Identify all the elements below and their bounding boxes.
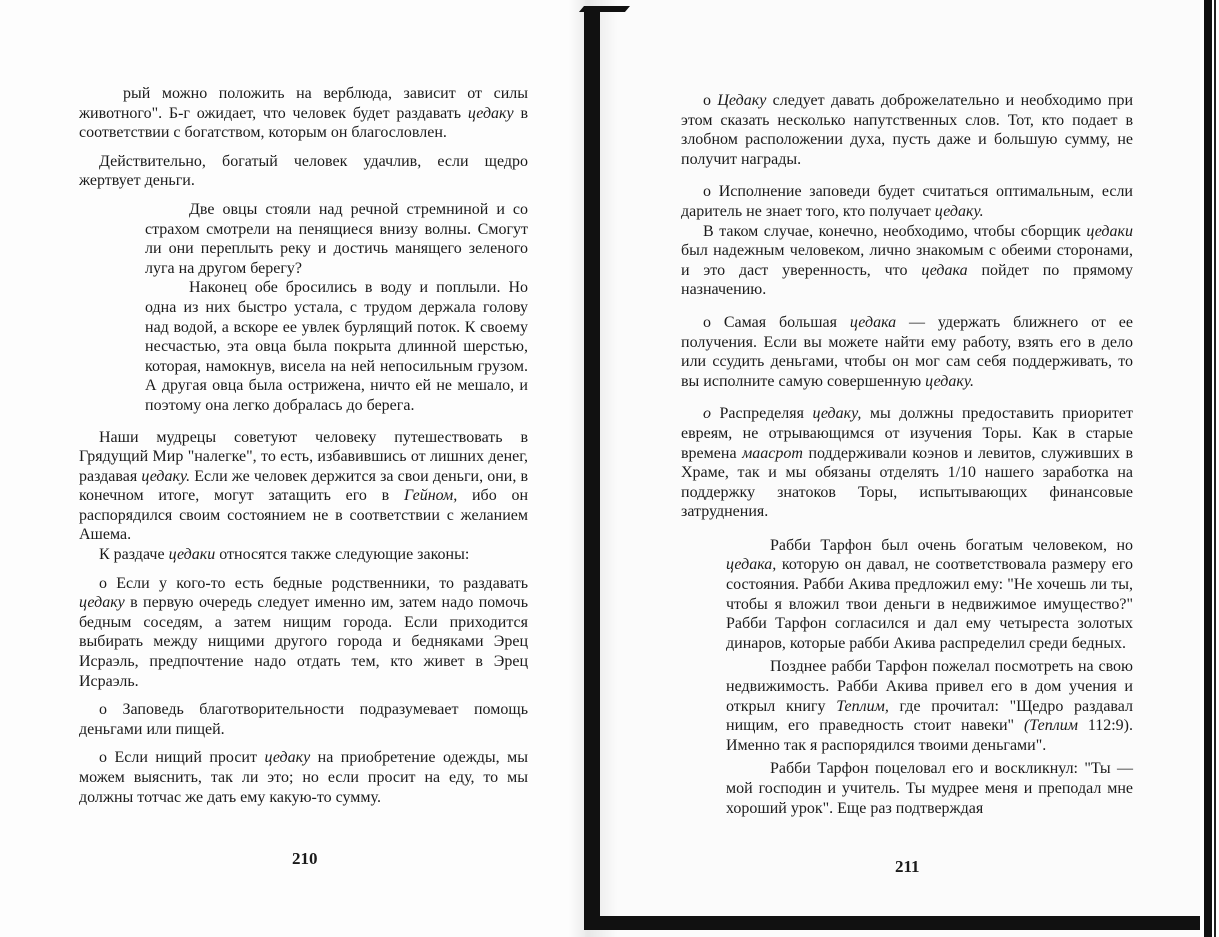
- text-run: пойдет по прямому назначению.: [681, 261, 1133, 299]
- italic-term: цедаку.: [934, 202, 984, 220]
- text-run: ибо он распорядился своим состоянием не в соответствии с желанием Ашема.: [79, 487, 529, 544]
- text-run: рый можно положить на верблюда, зависит от силы животного". Б-г ожидает, что человек будет раздавать: [79, 85, 528, 122]
- text-run: Распределяя: [711, 405, 813, 423]
- binding-edge: [584, 10, 600, 930]
- italic-term: цедака: [921, 261, 968, 279]
- italic-term: Гейном,: [403, 487, 458, 505]
- binding-top-edge: [579, 6, 630, 12]
- text-run: Наконец обе бросились в воду и поплыли. Но одна из них быстро устала, с трудом держала голову над водой, а вскоре ее увлек бурлящий поток. К своему несчастью, эта овца была покрыта длинной шерстью, которая, намокнув, висела на ней непосильным грузом. А другая овца была острижена, ничто ей не мешало, и поэтому она легко добралась до берега.: [145, 279, 528, 414]
- text-run: о Если у кого-то есть бедные родственники, то раздавать: [99, 574, 528, 592]
- paragraph: [145, 200, 528, 278]
- text-run: в первую очередь следует именно им, затем надо помочь бедным соседям, а затем нищим города. Если приходится выбирать между нищими другого города и бедняками Эрец Исраэль, предпочтение надо отдать тем, кто живет в Эрец Исраэль.: [79, 594, 528, 690]
- text-run: о Заповедь благотворительности подразумевает помощь деньгами или пищей.: [79, 701, 528, 738]
- text-run: в соответствии с богатством, которым он благословлен.: [79, 104, 528, 142]
- left-page: [0, 0, 585, 937]
- italic-term: цедака: [849, 313, 897, 331]
- italic-term: о: [703, 405, 711, 423]
- text-run: К раздаче: [99, 546, 169, 564]
- text-run: 112:9). Именно так я распорядился твоими деньгами".: [726, 717, 1133, 754]
- text-run: Рабби Тарфон поцеловал его и воскликнул: "Ты — мой господин и учитель. Ты мудрее меня и преподал мне хороший урок". Еще раз подтверждая: [726, 760, 1133, 817]
- paragraph: [145, 278, 528, 415]
- paragraph: [681, 222, 1133, 300]
- text-run: Наши мудрецы советуют человеку путешествовать в Грядущий Мир "налегке", то есть, избавившись от лишних денег, раздавая: [79, 428, 528, 485]
- text-run: Если же человек держится за свои деньги, они, в конечном итоге, могут затащить его в: [79, 467, 528, 505]
- text-run: о Самая большая: [703, 313, 850, 331]
- page-bottom-edge: [590, 916, 1210, 930]
- text-run: которую он давал, не соответствовала размеру его состояния. Рабби Акива предложил ему: "Не хочешь ли ты, чтобы я вложил твои деньги в недвижимое имущество?" Рабби Тарфон согласился и дал ему четыреста золотых динаров, которые рабби Акива распределил среди бедных.: [726, 556, 1133, 652]
- paragraph: [726, 536, 1133, 654]
- text-run: где прочитал: "Щедро раздавал нищим, его праведность стоит навеки": [726, 697, 1133, 735]
- italic-term: цедаку: [467, 104, 514, 122]
- law-item: [681, 182, 1133, 221]
- italic-term: цедаки: [1086, 222, 1133, 240]
- paragraph: [726, 759, 1133, 818]
- story-block: [681, 536, 1133, 818]
- text-run: поддерживали коэнов и левитов, служивших в Храме, так и мы обязаны отделять 1/10 нашего заработка на поддержку знатоков Торы, испытывающих финансовые затруднения.: [681, 444, 1133, 521]
- parable-block: [79, 200, 528, 416]
- paragraph: [79, 152, 528, 191]
- law-item: [681, 91, 1133, 169]
- text-run: о Исполнение заповеди будет считаться оптимальным, если даритель не знает того, кто получает: [681, 183, 1133, 220]
- text-run: мы должны предоставить приоритет евреям, не отрывающимся от изучения Торы. Как в старые времена: [681, 405, 1134, 462]
- text-run: В таком случае, конечно, необходимо, чтобы сборщик: [703, 222, 1087, 240]
- italic-term: маасрот: [742, 444, 803, 462]
- italic-term: цедаку.: [925, 372, 974, 390]
- law-item: [681, 404, 1133, 522]
- law-item: [79, 748, 528, 807]
- text-run: — удержать ближнего от ее получения. Если вы можете найти ему работу, взять его в дело или ссудить деньгами, чтобы он мог сам себя поддерживать, то вы исполните самую совершенную: [681, 313, 1133, 390]
- paragraph: [726, 657, 1133, 755]
- paragraph: [79, 545, 528, 565]
- right-page-text: [681, 91, 1133, 818]
- italic-term: Цедаку: [717, 92, 767, 109]
- italic-term: цедака,: [726, 556, 777, 574]
- left-page-text: [79, 84, 528, 807]
- text-run: Позднее рабби Тарфон пожелал посмотреть на свою недвижимость. Рабби Акива привел его в дом учения и открыл книгу: [726, 658, 1133, 715]
- italic-term: Теплим,: [836, 697, 889, 715]
- text-run: Действительно, богатый человек удачлив, если щедро жертвует деньги.: [79, 152, 528, 190]
- italic-term: (Теплим: [1023, 717, 1078, 735]
- text-run: о Если нищий просит: [99, 749, 265, 767]
- paragraph: [79, 84, 528, 143]
- page-right-edge: [1200, 0, 1219, 937]
- italic-term: цедаку.: [141, 467, 191, 485]
- text-run: Две овцы стояли над речной стремниной и со страхом смотрели на пенящиеся внизу волны. Смогут ли они переплыть реку и достичь манящего зеленого луга на другом берегу?: [145, 200, 528, 277]
- text-run: о: [703, 92, 718, 109]
- text-run: на приобретение одежды, мы можем выяснить, так ли это; но если просит на еду, то мы должны тотчас же дать ему какую-то сумму.: [79, 749, 528, 806]
- text-run: был надежным человеком, лично знакомым с обеими сторонами, и это даст уверенность, что: [681, 242, 1133, 279]
- page-number: 211: [895, 857, 920, 876]
- page-number: 210: [292, 849, 318, 868]
- italic-term: цедаки: [168, 546, 216, 564]
- law-item: [79, 700, 528, 739]
- text-run: Рабби Тарфон был очень богатым человеком, но: [770, 536, 1133, 554]
- law-item: [79, 574, 528, 692]
- paragraph: [79, 428, 528, 546]
- italic-term: цедаку: [264, 749, 311, 767]
- law-item: [681, 313, 1133, 391]
- text-run: следует давать доброжелательно и необходимо при этом сказать несколько напутственных слов. Тот, кто подает в злобном расположении духа, пусть даже и большую сумму, не получит награды.: [681, 92, 1134, 168]
- italic-term: цедаку,: [812, 405, 862, 423]
- italic-term: цедаку: [79, 594, 125, 612]
- text-run: относятся также следующие законы:: [215, 546, 470, 564]
